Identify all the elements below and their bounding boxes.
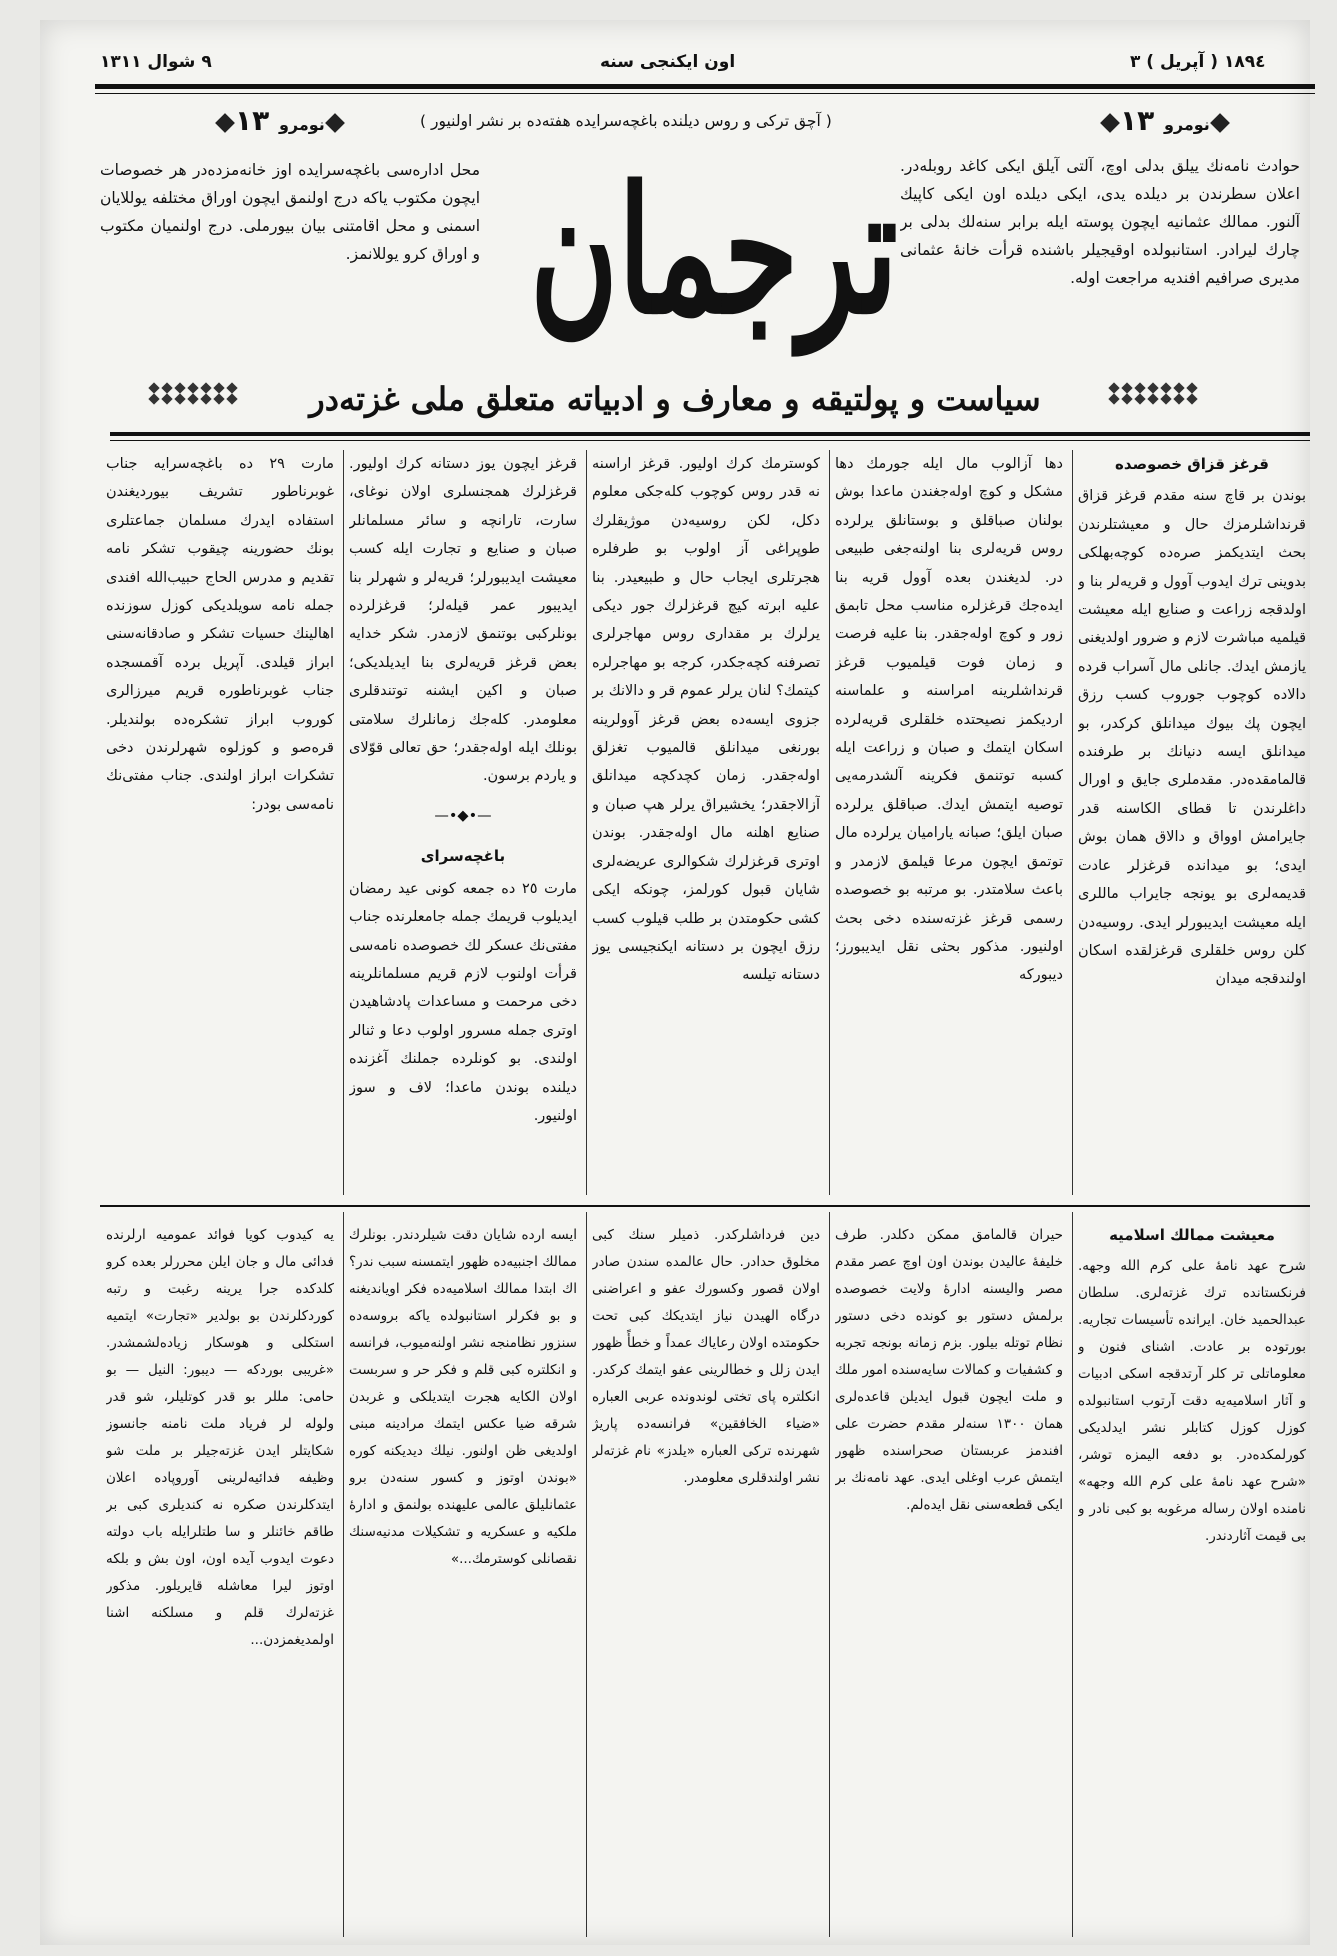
article-column-2 [835,450,1063,1195]
article-text: قرغز ایچون یوز دستانه کرك اولیور. قرغزلرك همجنسلری اولان نوغای، سارت، تارانچه و سائر مسلمانلر صبان و صنایع و تجارت ایله کسب معیشت ایدیبورلر؛ قریه‌لر و شهرلر بنا ایدیبور عمر قیلەلر؛ قرغزلرده بونلرکبی بوتنمق لازمدر. شکر خدایه بعض قرغز قریه‌لری بنا ایدیلدیکی؛ صبان و اکین ایشنه توتندقلری معلومدر. کله‌جك زمانلرك سلامتی بونلك ایله اوله‌جقدر؛ حق تعالی قوّلای و یاردم برسون. [349,456,577,785]
separator-ornament: —•◆•— [434,808,492,824]
article-kyrgyz [1078,450,1306,1195]
ornament-icon [215,113,235,133]
article-text: ایسه اردە شایان دقت شیلردندر. بونلرك ممالك اجنبیه‌ده ظهور ایتمسنه سبب ندر؟ اك ابتدا ممالك اسلامیه‌ده فکر اویاندیغنه و بو فکرلر استانبولده یاکه بروسه‌ده سنزور نظامنجه نشر اولنه‌میوب، فرانسه و انکلتره کبی قلم و فکر حر و سربست اولان الکایه هجرت ایتدیلکی و غربدن شرقه ضیا عکس ایتمك مرادینه مبنی اولدیغی ظن اولنور. نیلك دیدیکنه کوره «بوندن اوتوز و کسور سنه‌دن برو عثمانلیلق عالمی علیهنده بولنمق و ادارهٔ ملکیه و عسکریه و تشکیلات مدنیه‌سنك نقصانلی کوسترمك...» [349,1227,577,1567]
column-divider [829,450,830,1195]
issue-number-right: نومرو ١٣ [1100,104,1230,137]
article-column-4 [349,450,577,1195]
article-column-3 [592,450,820,1195]
article-heading: قرغز قزاق خصوصده [1115,455,1269,473]
column-divider [343,1212,344,1937]
article-islamic-lands [1078,1222,1306,1932]
ornament-icon [1210,113,1230,133]
section-rule [100,1205,1310,1207]
subscription-info: حوادث نامه‌نك ییلق بدلی اوچ، آلتی آیلق ایکی کاغد روبله‌در. اعلان سطرندن بر دیلده یدی، ایکی دیلده اون ایکی کاپیك آلنور. ممالك عثمانیه ایچون پوسته ایله برابر سنه‌لك بدلی بر چارك لیرادر. استانبولده اوقیجیلر باشنده قرأت خانهٔ عثمانی مدیری صرافیم افندیه مراجعت اوله. [900,157,1300,287]
column-divider [829,1212,830,1937]
article-column-b3 [592,1222,820,1932]
office-info: محل اداره‌سی باغچه‌سرایده اوز خانه‌مزده‌در هر خصوصات ایچون مکتوب یاکه درج اولنمق ایچون اوراق مختلفه یوللایان اسمنی و محل اقامتنی بیان بیورملی. درج اولنمیان مکتوب و اوراق کرو یوللانمز. [100,161,480,263]
section-heading-baghchesaray: باغچه‌سرای [420,847,506,866]
article-heading: معیشت ممالك اسلامیه [1109,1226,1275,1244]
article-text: یه کیدوب کویا فوائد عمومیه ارلرنده فدائی مال و جان ایلن محررلر بعده کرو کلدکده جرا یرینه رغبت و رتبه کوردکلرندن بو بولدیر «تجارت» ایتمیه استکلی و هوسکار زیاده‌لشمشدر. «غریبی بوردکه — دیبور: النیل — بو حامی: مللر بو قدر کوتلیلر، شو قدر ولوله لر فریاد ملت نامنه جانسوز شکایتلر ایدن غزته‌جیلر بر ملت شو وظیفه فدائیه‌لرینی آوروپاده اعلان ایتدکلرندن صکره نه کندیلری کبی بر طاقم خائنلر و سا طتلرایله باب دولته دعوت ایدوب آیده اون، اون بش و بلکه اوتوز لیرا معاشله قایریلور. مذکور غزته‌لرك قلم و مسلکنه اشنا اولمدیغمزدن... [106,1227,334,1648]
article-text: بوندن بر قاچ سنه مقدم قرغز قزاق قرنداشلرمزك حال و معیشتلرندن بحث ایتدیکمز صره‌ده کوچه‌بهلکی بدوینی ترك ایدوب آوول و قریه‌لر بنا و اولدقجه زراعت و صنایع ایله معیشت قیلمیه مباشرت لازم و ضرور اولدیغنی یازمش ایدك. جانلی مال آسراب قرده دالاده کوچوب جوروب کسب رزق ایچون پك بیوك میدانلق کرکدر، بو میدانلق ایسه دنیانك بر طرفنده قالمامقده‌در. مقدملری جایق و اورال داغلرندن تا قطای الکاسنه قدر جایرامش اوواق و دالاق همان بوش ایدی؛ بو میدانده قرغزلر عادت قدیمه‌لری بو یونجه جایراب ماللری ایله معیشت ایدیبورلر ایدی. روسیه‌دن کلن روس خلقلری قرغزلقده اسکان اولندقجه میدان [1078,488,1306,988]
article-text: حیران قالمامق ممکن دکلدر. طرف خلیفهٔ عالیدن بوندن اون اوچ عصر مقدم مصر والیسنه ادارهٔ ولایت خصوصده برلمش دستور بو کونده دخی دستور نظام توتله بیلور. بزم زمانه بونجه تجربه و کشفیات و کمالات سایه‌سنده امور ملك و ملت ایچون قبول ایدیلن قاعده‌لری همان ١٣٠٠ سنه‌لر مقدم حضرت علی افندمز عربستان صحراسنده ظهور ایتمش عرب اوغلی ایدی. عهد نامه‌نك بر ایکی قطعه‌سنی نقل ایده‌لم. [835,1227,1063,1513]
date-hijri: ٩ شوال ١٣١١ [100,52,212,72]
masthead-rule-thin [110,440,1310,441]
column-divider [1072,450,1073,1195]
masthead-rule [110,432,1310,436]
article-column-5 [106,450,334,1195]
article-column-b5 [106,1222,334,1932]
ornament-right [1110,384,1198,403]
ornament-left [150,384,238,403]
ornament-icon [1100,113,1120,133]
header-rule-thin [95,93,1315,94]
issue-number-left: نومرو ١٣ [215,104,345,137]
header-rule [95,84,1315,89]
article-text: کوسترمك کرك اولیور. قرغز اراسنه نه قدر روس کوچوب کله‌جکی معلوم دکل، لکن روسیه‌دن موژیقلرك طوپراغی آز اولوب بو طرفلره هجرتلری ایجاب حال و طبیعیدر. بنا علیه ابرته کیچ قرغزلرك جور دیکی یرلرك بر مقداری روس مهاجرلری تصرفنه کچه‌جکدر، کرجه بو مهاجرلره کیتمك؟ لنان یرلر عموم قر و دالانك بر جزوی ایسه‌ده بعض قرغز آوولرینه بورنغی میدانلق قالمیوب تغزلق اوله‌جقدر. زمان کچدکچه میدانلق آزالاجقدر؛ یخشیراق یرلر هپ صبان و صنایع اهلنه مال اوله‌جقدر. بوندن اوتری قرغزلرك شکوالری عریضه‌لری شایان قبول کورلمز، چونکه ایکی کشی حکومتدن بر طلب قیلوب کسب رزق ایچون بر دستانه ایکنجیسی یوز دستانه تیلسه [592,456,820,984]
column-divider [586,450,587,1195]
subtitle: ( آچق ترکی و روس دیلنده باغچه‌سرایده هفته‌ده بر نشر اولنیور ) [420,112,832,130]
column-divider [1072,1212,1073,1937]
article-text: شرح عهد نامهٔ علی کرم الله وجهه. فرنکستانده ترك غزته‌لری. سلطان عبدالحمید خان. ایرانده تأسیسات تجاریه. بورتوده بر عادت. اشنای فنون و معلوماتلی تر کلر آرتدقجه اسکی ادبیات و آثار اسلامیه‌یه دقت آرتوب استانبولده کوزل کوزل کتابلر نشر ایدلدیکی کورلمکده‌در. بو دفعه الیمزه توشر، «شرح عهد نامهٔ علی کرم الله وجهه» نامنده اولان رساله مرغوبه بو کبی نادر و بی قیمت آثاردندر. [1078,1258,1306,1544]
article-text: دها آزالوب مال ایله جورمك دها مشکل و کوچ اوله‌جغندن ماعدا بوش بولنان صباقلق و بوستانلق یرلرده روس قریه‌لری بنا اولنه‌جغی طبیعی در. لدیغندن بعده آوول قریه بنا ایده‌جك قرغزلره مناسب محل تابمق زور و کوچ اوله‌جقدر. بنا علیه فرصت و زمان فوت قیلمیوب قرغز قرنداشلرینه امراسنه و علماسنه اردیکمز نصیحتده خلقلری قریه‌لرده اسکان ایتمك و صبان و زراعت ایله کسبه توتنمق فکرینه آلشدرمه‌یی توصیه ایتمش ایدك. صباقلق یرلرده صبان ایلق؛ صبانه یارامیان یرلرده مال توتمق ایچون مرعا قیلمق لازمدر و باعث سلامتدر. بو مرتبه بو خصوصده رسمی قرغز غزته‌سنده دخی بحث اولنیور. مذکور بحثی نقل ایدیبورز؛ دیبورکه [835,456,1063,984]
ornament-icon [325,113,345,133]
column-divider [586,1212,587,1937]
volume-label: اون ایکنجی سنه [600,52,736,72]
article-text: دین فرداشلرکدر. ذمیلر سنك کبی مخلوق حدادر. حال عالمده سندن صادر اولان قصور وکسورك عفو و اعراضنی درگاه الهیدن نیاز ایتدیکك کبی تحت حکومتده اولان رعایاك عمداً و خطأً ظهور ایدن زلل و خطالرینی عفو ایتمك کرکدر. انکلتره پای تختی لوندونده عربی العباره «ضیاء الخافقین» فرانسه‌ده پاریژ شهرنده ترکی العباره «یلدز» نام غزته‌لر نشر اولندقلری معلومدر. [592,1227,820,1486]
date-gregorian: ١٨٩٤ ( آپریل ) ٣ [1130,52,1266,72]
masthead-tagline: سیاست و پولتیقه و معارف و ادبیاته متعلق ملی غزته‌در [309,380,1041,418]
masthead-title: ترجمان [530,149,898,354]
article-column-b2 [835,1222,1063,1932]
article-text: مارت ٢٥ ده جمعه کونی عید رمضان ایدیلوب قریمك جمله جامعلرنده جناب مفتی‌نك عسکر لك خصوصده نامه‌سی قرأت اولنوب لازم قریم مسلمانلرینه دخی مرحمت و مساعدات پادشاهیدن اوتری جمله مسرور اولوب دعا و ثنالر اولندی. بو کونلرده جملنك آغزنده دیلنده بوندن ماعدا؛ لاف و سوز اولنیور. [349,880,577,1125]
column-divider [343,450,344,1195]
article-text: مارت ٢٩ ده باغچه‌سرایه جناب غوبرناطور تشریف بیوردیغندن استفاده ایدرك مسلمان جماعتلری بونك حضورینه چیقوب تشکر نامه تقدیم و مدرس الحاج حبیب‌الله افندی جمله نامه سویلدیکی کوزل سوزنده اهالینك حسیات تشکر و صادقانه‌سنی ابراز قیلدی. آپریل برده آقمسجده جناب غوبرناطوره قریم میرزالری کوروب ابراز تشکره‌ده بولندیلر. قره‌صو و کوزلوه شهرلرندن دخی تشکرات ابراز اولندی. جناب مفتی‌نك نامه‌سی بودر: [106,456,334,813]
article-column-b4 [349,1222,577,1932]
